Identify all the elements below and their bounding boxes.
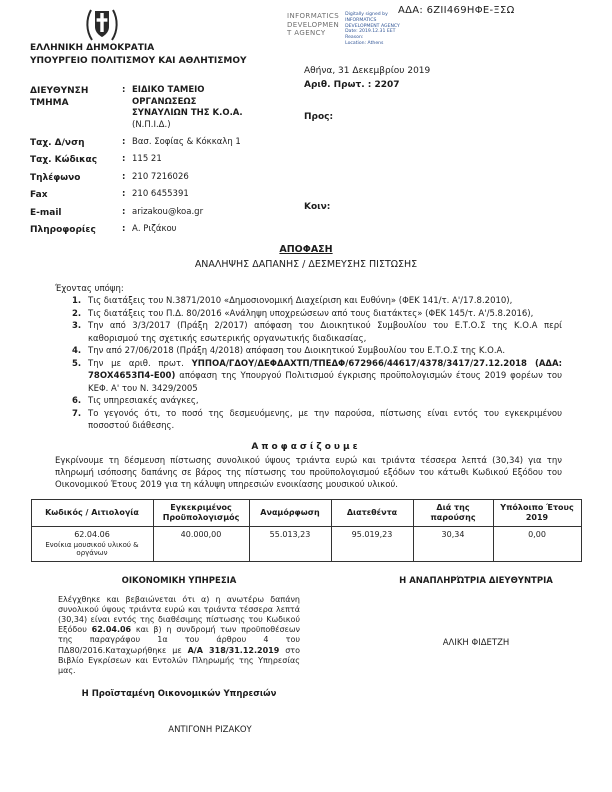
info-row-contact: Πληροφορίες : Α. Ριζάκου <box>30 224 302 236</box>
cc-label: Κοιν: <box>304 202 331 212</box>
protocol-number: Αριθ. Πρωτ. : 2207 <box>304 80 400 90</box>
ada-number: ΑΔΑ: 6ΖΙΙ469ΗΦΕ-ΞΣΩ <box>398 5 515 16</box>
cell-reform: 55.013,23 <box>249 526 331 561</box>
legal-form-value: (Ν.Π.Ι.Δ.) <box>132 119 171 130</box>
informatics-agency-label: INFORMATICS DEVELOPMEN T AGENCY <box>287 12 340 37</box>
having-regard-list <box>88 295 562 433</box>
department-value: ΕΙΔΙΚΟ ΤΑΜΕΙΟ ΟΡΓΑΝΩΣΕΩΣ ΣΥΝΑΥΛΙΩΝ ΤΗΣ Κ.Ο.Α. <box>132 85 243 118</box>
cell-remaining: 0,00 <box>493 526 581 561</box>
info-row-email: E-mail : arizakou@koa.gr <box>30 207 302 219</box>
list-item: Τις διατάξεις του Π.Δ. 80/2016 «Ανάληψη υποχρεώσεων από τους διατάκτες» (ΦΕΚ 145/τ. Α'/5.8.2016), <box>88 308 534 319</box>
financial-service-block <box>58 576 300 736</box>
document-body <box>0 244 612 735</box>
having-regard-label: Έχοντας υπόψη: <box>55 284 124 294</box>
head-of-finance-name: ΑΝΤΙΓΟΝΗ ΡΙΖΑΚΟΥ <box>168 725 252 736</box>
cell-allocated: 95.019,23 <box>331 526 413 561</box>
cell-approved: 40.000,00 <box>153 526 249 561</box>
fax-label: Fax <box>30 190 48 200</box>
list-item: Την με αριθ. πρωτ. ΥΠΠΟΑ/ΓΔΟΥ/ΔΕΦΔΑΧΤΠ/ΤΠΕΔΦ/672966/44617/4378/3417/27.12.2018 (ΑΔΑ: 78ΟΧ4653Π4-Ε00) απόφαση της Υπουργού Πολιτισμού έγκρισης προϋπολογισμών έτους 2019 φορέων του ΚΕΦ. Α' του Ν. 3429/2005 <box>88 358 562 394</box>
decision-title-block <box>0 244 612 271</box>
info-row-phone: Τηλέφωνο : 210 7216026 <box>30 172 302 184</box>
signatures-section <box>30 576 582 736</box>
list-item: Την από 27/06/2018 (Πράξη 4/2018) απόφαση του Διοικητικού Συμβουλίου του Ε.Τ.Ο.Σ της Κ.Ο.Α. <box>88 346 506 356</box>
list-item: Την από 3/3/2017 (Πράξη 2/2017) απόφαση του Διοικητικού Συμβουλίου του Ε.Τ.Ο.Σ της Κ.Ο.Α περί καθορισμού της σχετικής εσωτερικής οργανωτικής διαδικασίας, <box>88 321 562 344</box>
phone-label: Τηλέφωνο <box>30 172 81 183</box>
deputy-director-name: ΑΛΙΚΗ ΦΙΔΕΤΖΗ <box>442 637 510 648</box>
address-value: Βασ. Σοφίας & Κόκκαλη 1 <box>132 136 241 147</box>
republic-title: ΕΛΛΗΝΙΚΗ ΔΗΜΟΚΡΑΤΙΑ <box>30 43 155 53</box>
zip-value: 115 21 <box>132 154 162 164</box>
section-label: ΤΜΗΜΑ <box>30 98 69 108</box>
date-protocol-block <box>304 66 430 91</box>
contact-info-block <box>30 85 302 242</box>
email-value: arizakou@koa.gr <box>132 206 204 217</box>
signature-details: Digitally signed by INFORMATICS DEVELOPMENT AGENCY Date: 2019.12.31 EET Reason: Location: Athens <box>345 12 400 46</box>
col-header-allocated: Διατεθέντα <box>331 499 413 526</box>
to-label: Προς: <box>304 112 334 122</box>
info-row-address: Ταχ. Δ/νση : Βασ. Σοφίας & Κόκκαλη 1 <box>30 137 302 149</box>
head-of-finance-title: Η Προϊσταμένη Οικονομικών Υπηρεσιών <box>81 689 277 700</box>
digital-signature-stamp <box>287 12 400 47</box>
list-item: Το γεγονός ότι, το ποσό της δεσμευόμενης, με την παρούσα, πίστωσης είναι εντός του εγκεκριμένου ποσοστού διάθεσης. <box>88 408 562 431</box>
org-header <box>30 42 247 67</box>
contact-label: Πληροφορίες <box>30 225 96 235</box>
decision-subtitle: ΑΝΑΛΗΨΗΣ ΔΑΠΑΝΗΣ / ΔΕΣΜΕΥΣΗΣ ΠΙΣΤΩΣΗΣ <box>194 259 418 270</box>
decide-paragraph: Εγκρίνουμε τη δέσμευση πίστωσης συνολικού ύψους τριάντα ευρώ και τριάντα τέσσερα λεπτά (30,34) για την πληρωμή ισόποσης δαπάνης σε βάρος της πίστωσης του προϋπολογισμού εξόδων του κάτωθι Κωδικού Εξόδου του Οικονομικού Έτους 2019 για τη κάλυψη υπηρεσιών ενοικίασης μουσικού υλικού. <box>55 455 562 490</box>
ministry-title: ΥΠΟΥΡΓΕΙΟ ΠΟΛΙΤΙΣΜΟΥ ΚΑΙ ΑΘΛΗΤΙΣΜΟΥ <box>30 55 247 66</box>
col-header-remaining: Υπόλοιπο Έτους 2019 <box>493 499 581 526</box>
department-label: ΔΙΕΥΘΥΝΣΗ <box>30 86 89 96</box>
zip-label: Ταχ. Κώδικας <box>30 155 98 165</box>
decision-title: ΑΠΟΦΑΣΗ <box>279 244 333 255</box>
table-header-row <box>31 499 581 526</box>
financial-service-paragraph: Ελέγχθηκε και βεβαιώνεται ότι α) η ανωτέρω δαπάνη συνολικού ύψους τριάντα ευρώ και τριάντα τέσσερα λεπτά (30,34) είναι εντός της διαθέσιμης πίστωσης του Κωδικού Εξόδου 62.04.06 και β) η συνδρομή των προϋποθέσεων της παραγράφου 1α του άρθρου 4 του ΠΔ80/2016.Καταχωρήθηκε με Α/Α 318/31.12.2019 στο Βιβλίο Εγκρίσεων και Εντολών Πληρωμής της Υπηρεσίας μας. <box>58 594 301 675</box>
info-row-zip: Ταχ. Κώδικας : 115 21 <box>30 154 302 166</box>
table-row <box>31 526 581 561</box>
col-header-approved: Εγκεκριμένος Προϋπολογισμός <box>153 499 249 526</box>
financial-service-title: ΟΙΚΟΝΟΜΙΚΗ ΥΠΗΡΕΣΙΑ <box>121 575 237 586</box>
city-date: Αθήνα, 31 Δεκεμβρίου 2019 <box>304 66 431 76</box>
cell-description: Ενοίκια μουσικού υλικού & οργάνων <box>45 540 139 557</box>
list-item: Τις διατάξεις του Ν.3871/2010 «Δημοσιονομική Διαχείριση και Ευθύνη» (ΦΕΚ 141/τ. Α'/17.8.2010), <box>88 296 513 306</box>
info-row-department: ΔΙΕΥΘΥΝΣΗ ΤΜΗΜΑ : ΕΙΔΙΚΟ ΤΑΜΕΙΟ ΟΡΓΑΝΩΣΕΩΣ ΣΥΝΑΥΛΙΩΝ ΤΗΣ Κ.Ο.Α. (Ν.Π.Ι.Δ.) <box>30 85 302 131</box>
email-label: E-mail <box>30 207 62 218</box>
deputy-director-block <box>370 576 582 736</box>
deputy-director-title: Η ΑΝΑΠΛΗΡΏΤΡΙΑ ΔΙΕΥΘΥΝΤΡΙΑ <box>399 575 553 586</box>
info-row-fax: Fax : 210 6455391 <box>30 189 302 201</box>
contact-value: Α. Ριζάκου <box>132 224 177 234</box>
col-header-code: Κωδικός / Αιτιολογία <box>31 499 153 526</box>
fax-value: 210 6455391 <box>132 189 189 199</box>
phone-value: 210 7216026 <box>132 171 189 182</box>
decide-heading: Αποφασίζουμε <box>251 441 361 452</box>
budget-table <box>31 499 582 562</box>
col-header-reform: Αναμόρφωση <box>249 499 331 526</box>
col-header-present: Διά της παρούσης <box>413 499 493 526</box>
address-label: Ταχ. Δ/νση <box>30 137 85 148</box>
cell-present: 30,34 <box>413 526 493 561</box>
list-item: Τις υπηρεσιακές ανάγκες, <box>88 396 199 406</box>
cell-code: 62.04.06 Ενοίκια μουσικού υλικού & οργάνων <box>31 526 153 561</box>
